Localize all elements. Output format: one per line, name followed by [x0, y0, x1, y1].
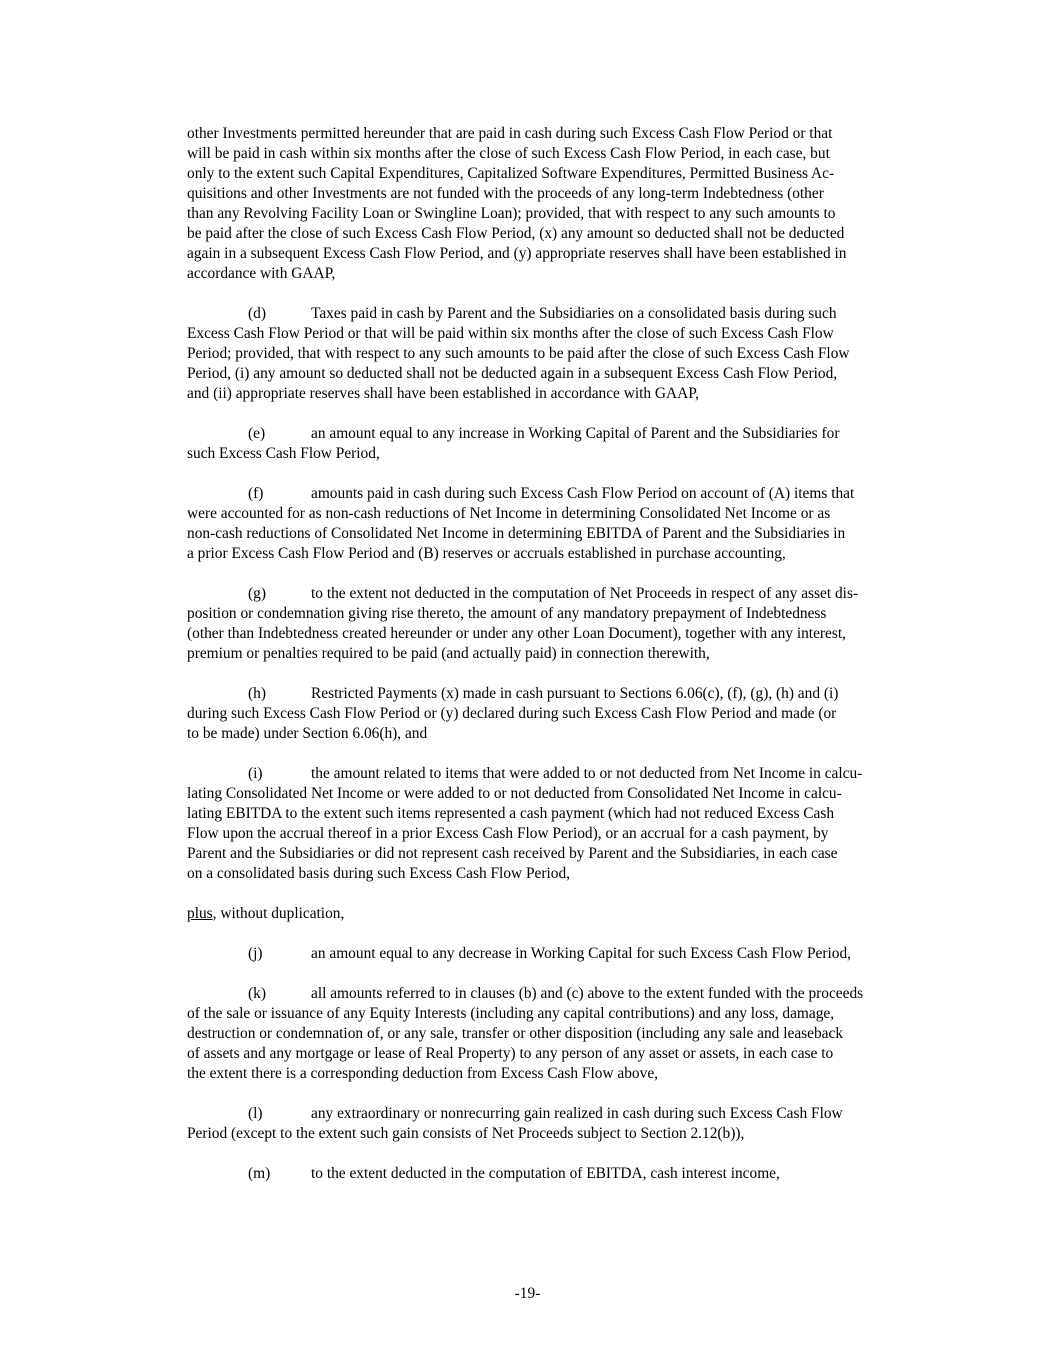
text-line: to the extent not deducted in the computation of Net Proceeds in respect of any asset dis-: [311, 585, 859, 602]
clause-l: [187, 1104, 927, 1144]
text-line: Taxes paid in cash by Parent and the Subsidiaries on a consolidated basis during such: [311, 305, 837, 322]
text-line: be paid after the close of such Excess Cash Flow Period, (x) any amount so deducted shall not be deducted: [187, 225, 845, 242]
plus-heading: [187, 904, 927, 924]
text-line: a prior Excess Cash Flow Period and (B) reserves or accruals established in purchase accounting,: [187, 545, 786, 562]
text-line: only to the extent such Capital Expenditures, Capitalized Software Expenditures, Permitted Business Ac-: [187, 165, 835, 182]
clause-f: [187, 484, 927, 564]
text-line: all amounts referred to in clauses (b) and (c) above to the extent funded with the proceeds: [311, 985, 864, 1002]
clause-label: (d): [248, 305, 266, 322]
text-line: (other than Indebtedness created hereunder or under any other Loan Document), together with any interest,: [187, 625, 846, 642]
clause-m: [187, 1164, 927, 1184]
text-line: any extraordinary or nonrecurring gain realized in cash during such Excess Cash Flow: [311, 1105, 843, 1122]
text-line: Period; provided, that with respect to any such amounts to be paid after the close of such Excess Cash Flow: [187, 345, 850, 362]
clause-k: [187, 984, 927, 1084]
text-line: such Excess Cash Flow Period,: [187, 445, 380, 462]
text-line: other Investments permitted hereunder that are paid in cash during such Excess Cash Flow Period or that: [187, 125, 833, 142]
clause-i: [187, 764, 927, 884]
text-line: destruction or condemnation of, or any sale, transfer or other disposition (including any sale and leaseback: [187, 1025, 844, 1042]
text-line: lating EBITDA to the extent such items represented a cash payment (which had not reduced Excess Cash: [187, 805, 835, 822]
clause-e: [187, 424, 927, 464]
text-line: accordance with GAAP,: [187, 265, 336, 282]
text-line: the extent there is a corresponding deduction from Excess Cash Flow above,: [187, 1065, 658, 1082]
text-line: during such Excess Cash Flow Period or (y) declared during such Excess Cash Flow Period and made (or: [187, 705, 837, 722]
text-line: to the extent deducted in the computation of EBITDA, cash interest income,: [311, 1165, 780, 1182]
text-line: quisitions and other Investments are not funded with the proceeds of any long-term Indebtedness (other: [187, 185, 824, 202]
text-line: Excess Cash Flow Period or that will be paid within six months after the close of such Excess Cash Flow: [187, 325, 834, 342]
text-line: the amount related to items that were added to or not deducted from Net Income in calcu-: [311, 765, 863, 782]
page-number: -19-: [514, 1285, 541, 1302]
clause-label: (f): [248, 485, 264, 502]
text-line: an amount equal to any increase in Working Capital of Parent and the Subsidiaries for: [311, 425, 840, 442]
clause-label: (h): [248, 685, 266, 702]
clause-label: (g): [248, 585, 266, 602]
text-line: on a consolidated basis during such Excess Cash Flow Period,: [187, 865, 571, 882]
text-line: to be made) under Section 6.06(h), and: [187, 725, 428, 742]
document-body: [187, 124, 927, 1204]
text-line: of the sale or issuance of any Equity Interests (including any capital contributions) and any loss, damage,: [187, 1005, 835, 1022]
text-line: Parent and the Subsidiaries or did not represent cash received by Parent and the Subsidiaries, in each case: [187, 845, 838, 862]
text-line: premium or penalties required to be paid (and actually paid) in connection therewith,: [187, 645, 710, 662]
clause-j: [187, 944, 927, 964]
text-line: Period, (i) any amount so deducted shall not be deducted again in a subsequent Excess Cash Flow Period,: [187, 365, 838, 382]
text-line: amounts paid in cash during such Excess Cash Flow Period on account of (A) items that: [311, 485, 855, 502]
plus-word: plus: [187, 905, 213, 922]
text-line: than any Revolving Facility Loan or Swingline Loan); provided, that with respect to any such amounts to: [187, 205, 836, 222]
text-line: an amount equal to any decrease in Working Capital for such Excess Cash Flow Period,: [311, 945, 852, 962]
clause-label: (i): [248, 765, 263, 782]
text-line: and (ii) appropriate reserves shall have been established in accordance with GAAP,: [187, 385, 699, 402]
text-line: position or condemnation giving rise thereto, the amount of any mandatory prepayment of Indebtedness: [187, 605, 827, 622]
clause-label: (j): [248, 945, 263, 962]
text-line: Restricted Payments (x) made in cash pursuant to Sections 6.06(c), (f), (g), (h) and (i): [311, 685, 839, 702]
text-line: will be paid in cash within six months after the close of such Excess Cash Flow Period, in each case, but: [187, 145, 830, 162]
clause-label: (l): [248, 1105, 263, 1122]
plus-rest: , without duplication,: [212, 905, 345, 922]
clause-label: (m): [248, 1165, 271, 1182]
text-line: of assets and any mortgage or lease of Real Property) to any person of any asset or assets, in each case to: [187, 1045, 834, 1062]
text-line: Flow upon the accrual thereof in a prior Excess Cash Flow Period), or an accrual for a cash payment, by: [187, 825, 829, 842]
clause-g: [187, 584, 927, 664]
text-line: non-cash reductions of Consolidated Net Income in determining EBITDA of Parent and the Subsidiaries in: [187, 525, 846, 542]
intro-paragraph: [187, 124, 927, 284]
clause-label: (e): [248, 425, 266, 442]
text-line: again in a subsequent Excess Cash Flow Period, and (y) appropriate reserves shall have been established in: [187, 245, 847, 262]
text-line: were accounted for as non-cash reductions of Net Income in determining Consolidated Net Income or as: [187, 505, 831, 522]
clause-h: [187, 684, 927, 744]
clause-label: (k): [248, 985, 266, 1002]
text-line: Period (except to the extent such gain consists of Net Proceeds subject to Section 2.12(b)),: [187, 1125, 745, 1142]
clause-d: [187, 304, 927, 404]
text-line: lating Consolidated Net Income or were added to or not deducted from Consolidated Net Income in calcu-: [187, 785, 842, 802]
